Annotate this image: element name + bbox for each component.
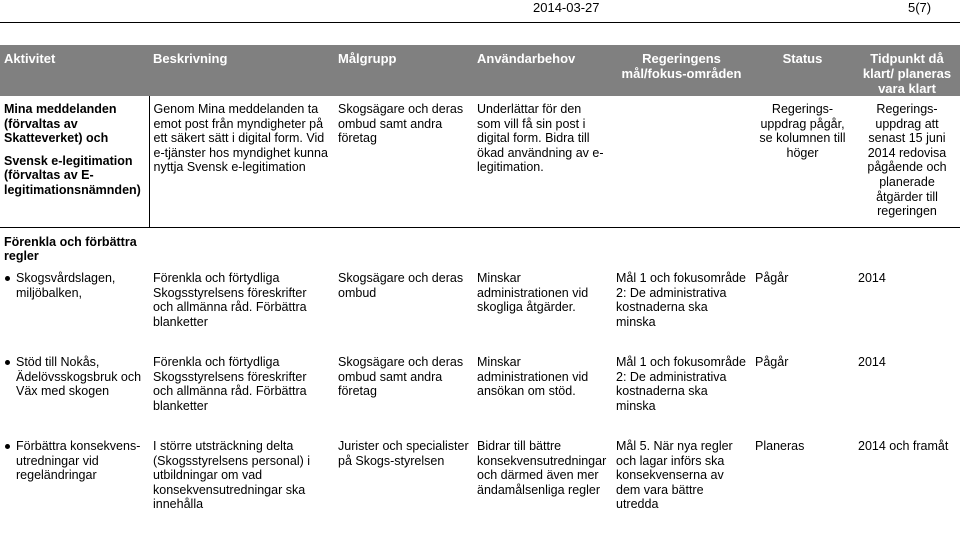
target-group-cell: Skogsägare och deras ombud (338, 271, 464, 300)
activity-line-2: Svensk e-legitimation (förvaltas av E-legitimationsnämnden) (4, 153, 141, 197)
user-need-cell: Bidrar till bättre konsekvensutredningar och därmed även mer ändamålsenliga regler (477, 439, 607, 497)
table-header-row (0, 45, 960, 96)
target-group-cell: Jurister och specialister på Skogs-styrelsen (338, 439, 469, 468)
description-cell: Förenkla och förtydliga Skogsstyrelsens föreskrifter och allmänna råd. Förbättra blanketter (153, 271, 307, 329)
section-heading-row (0, 227, 960, 269)
document-date: 2014-03-27 (533, 0, 600, 15)
bullet-icon (5, 444, 10, 449)
timepoint-cell: 2014 (858, 355, 886, 369)
user-need-cell: Minskar administrationen vid skogliga åtgärder. (477, 271, 589, 315)
column-header-activity: Aktivitet (0, 45, 149, 96)
bullet-icon (5, 360, 10, 365)
activity-text: Stöd till Nokås, Ädelövsskogsbruk och Väx med skogen (16, 355, 142, 399)
column-header-timepoint: Tidpunkt då klart/ planeras vara klart (854, 45, 960, 96)
target-group-cell: Skogsägare och deras ombud samt andra företag (338, 355, 464, 399)
table-row (0, 353, 960, 437)
activity-text: Förbättra konsekvens-utredningar vid regeländringar (16, 439, 141, 483)
user-need-cell: Underlättar för den som vill få sin post i digital form. Bidra till ökad användning av e-legitimation. (473, 96, 612, 227)
table-row (0, 96, 960, 227)
activity-cell (0, 437, 149, 537)
table-row (0, 269, 960, 353)
status-cell: Pågår (755, 355, 789, 369)
activity-cell (0, 269, 149, 353)
goal-cell: Mål 5. När nya regler och lagar införs ska konsekvenserna av dem vara bättre utredda (616, 439, 733, 512)
timepoint-cell: 2014 (858, 271, 886, 285)
table-row (0, 437, 960, 537)
activity-table (0, 45, 960, 537)
column-header-government-goals: Regeringens mål/fokus-områden (612, 45, 751, 96)
activity-line-1: Mina meddelanden (förvaltas av Skatteverket) och (4, 102, 117, 146)
goal-cell: Mål 1 och fokusområde 2: De administrativa kostnaderna ska minska (616, 271, 746, 329)
status-cell: Pågår (755, 271, 789, 285)
description-cell: I större utsträckning delta (Skogsstyrelsens personal) i utbildningar om vad konsekvensutredningar ska innehålla (153, 439, 311, 512)
goal-cell: Mål 1 och fokusområde 2: De administrativa kostnaderna ska minska (616, 355, 746, 413)
activity-cell (0, 353, 149, 437)
column-header-description: Beskrivning (149, 45, 334, 96)
user-need-cell: Minskar administrationen vid ansökan om stöd. (477, 355, 589, 399)
goal-cell (612, 96, 751, 227)
section-heading: Förenkla och förbättra regler (4, 234, 137, 264)
column-header-user-need: Användarbehov (473, 45, 612, 96)
target-group-cell: Skogsägare och deras ombud samt andra företag (334, 96, 473, 227)
description-cell: Genom Mina meddelanden ta emot post från myndigheter på ett säkert sätt i digital form. Vid e-tjänster hos myndighet kunna nyttja Svensk e-legitimation (149, 96, 334, 227)
status-cell: Regerings-uppdrag pågår, se kolumnen till höger (751, 96, 854, 227)
page-number: 5(7) (908, 0, 932, 15)
activity-text: Skogsvårdslagen, miljöbalken, (16, 271, 116, 300)
timepoint-cell: Regerings-uppdrag att senast 15 juni 2014 redovisa pågående och planerade åtgärder till regeringen (854, 96, 960, 227)
description-cell: Förenkla och förtydliga Skogsstyrelsens föreskrifter och allmänna råd. Förbättra blanketter (153, 355, 307, 413)
column-header-target-group: Målgrupp (334, 45, 473, 96)
activity-cell (0, 96, 149, 227)
timepoint-cell: 2014 och framåt (858, 439, 949, 453)
column-header-status: Status (751, 45, 854, 96)
header-rule (0, 22, 960, 23)
bullet-icon (5, 276, 10, 281)
status-cell: Planeras (755, 439, 805, 453)
